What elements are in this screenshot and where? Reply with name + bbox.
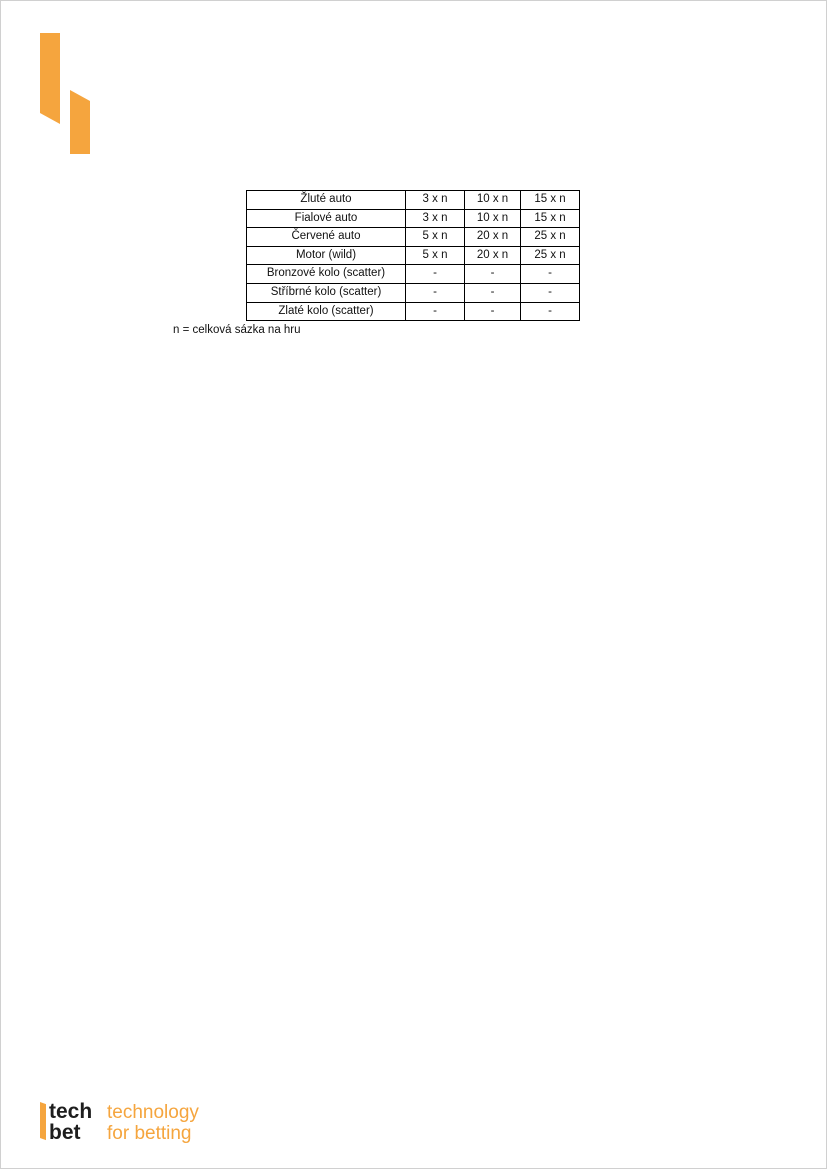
table-row: [247, 265, 580, 284]
table-row: [247, 209, 580, 228]
payout-cell: -: [406, 283, 465, 302]
symbol-cell: Žluté auto: [247, 191, 406, 210]
payout-cell: 10 x n: [465, 191, 521, 210]
payout-cell: 5 x n: [406, 228, 465, 247]
symbol-cell: Fialové auto: [247, 209, 406, 228]
table-row: [247, 246, 580, 265]
payout-cell: 5 x n: [406, 246, 465, 265]
table-row: [247, 191, 580, 210]
payout-cell: -: [465, 265, 521, 284]
logo-bar-icon: [40, 1102, 46, 1140]
payout-cell: -: [521, 265, 580, 284]
payout-cell: 3 x n: [406, 191, 465, 210]
payout-cell: -: [465, 283, 521, 302]
payout-cell: 25 x n: [521, 246, 580, 265]
paytable: [246, 190, 580, 321]
payout-cell: 25 x n: [521, 228, 580, 247]
payout-cell: 10 x n: [465, 209, 521, 228]
table-footnote: n = celková sázka na hru: [173, 324, 301, 336]
table-row: [247, 302, 580, 321]
logo-tagline-technology: technology: [107, 1102, 199, 1123]
symbol-cell: Červené auto: [247, 228, 406, 247]
payout-cell: -: [406, 265, 465, 284]
footer-logo: [40, 1100, 240, 1146]
logo-word-tech: tech: [49, 1100, 93, 1123]
payout-cell: -: [521, 283, 580, 302]
payout-cell: 15 x n: [521, 191, 580, 210]
payout-cell: -: [406, 302, 465, 321]
logo-tagline-for-betting: for betting: [107, 1123, 192, 1144]
payout-cell: 20 x n: [465, 228, 521, 247]
table-row: [247, 283, 580, 302]
symbol-cell: Stříbrné kolo (scatter): [247, 283, 406, 302]
symbol-cell: Motor (wild): [247, 246, 406, 265]
brand-mark-icon: [40, 33, 92, 155]
payout-cell: 20 x n: [465, 246, 521, 265]
payout-cell: -: [521, 302, 580, 321]
payout-cell: 15 x n: [521, 209, 580, 228]
payout-cell: -: [465, 302, 521, 321]
symbol-cell: Bronzové kolo (scatter): [247, 265, 406, 284]
payout-cell: 3 x n: [406, 209, 465, 228]
table-row: [247, 228, 580, 247]
symbol-cell: Zlaté kolo (scatter): [247, 302, 406, 321]
logo-word-bet: bet: [49, 1121, 81, 1144]
